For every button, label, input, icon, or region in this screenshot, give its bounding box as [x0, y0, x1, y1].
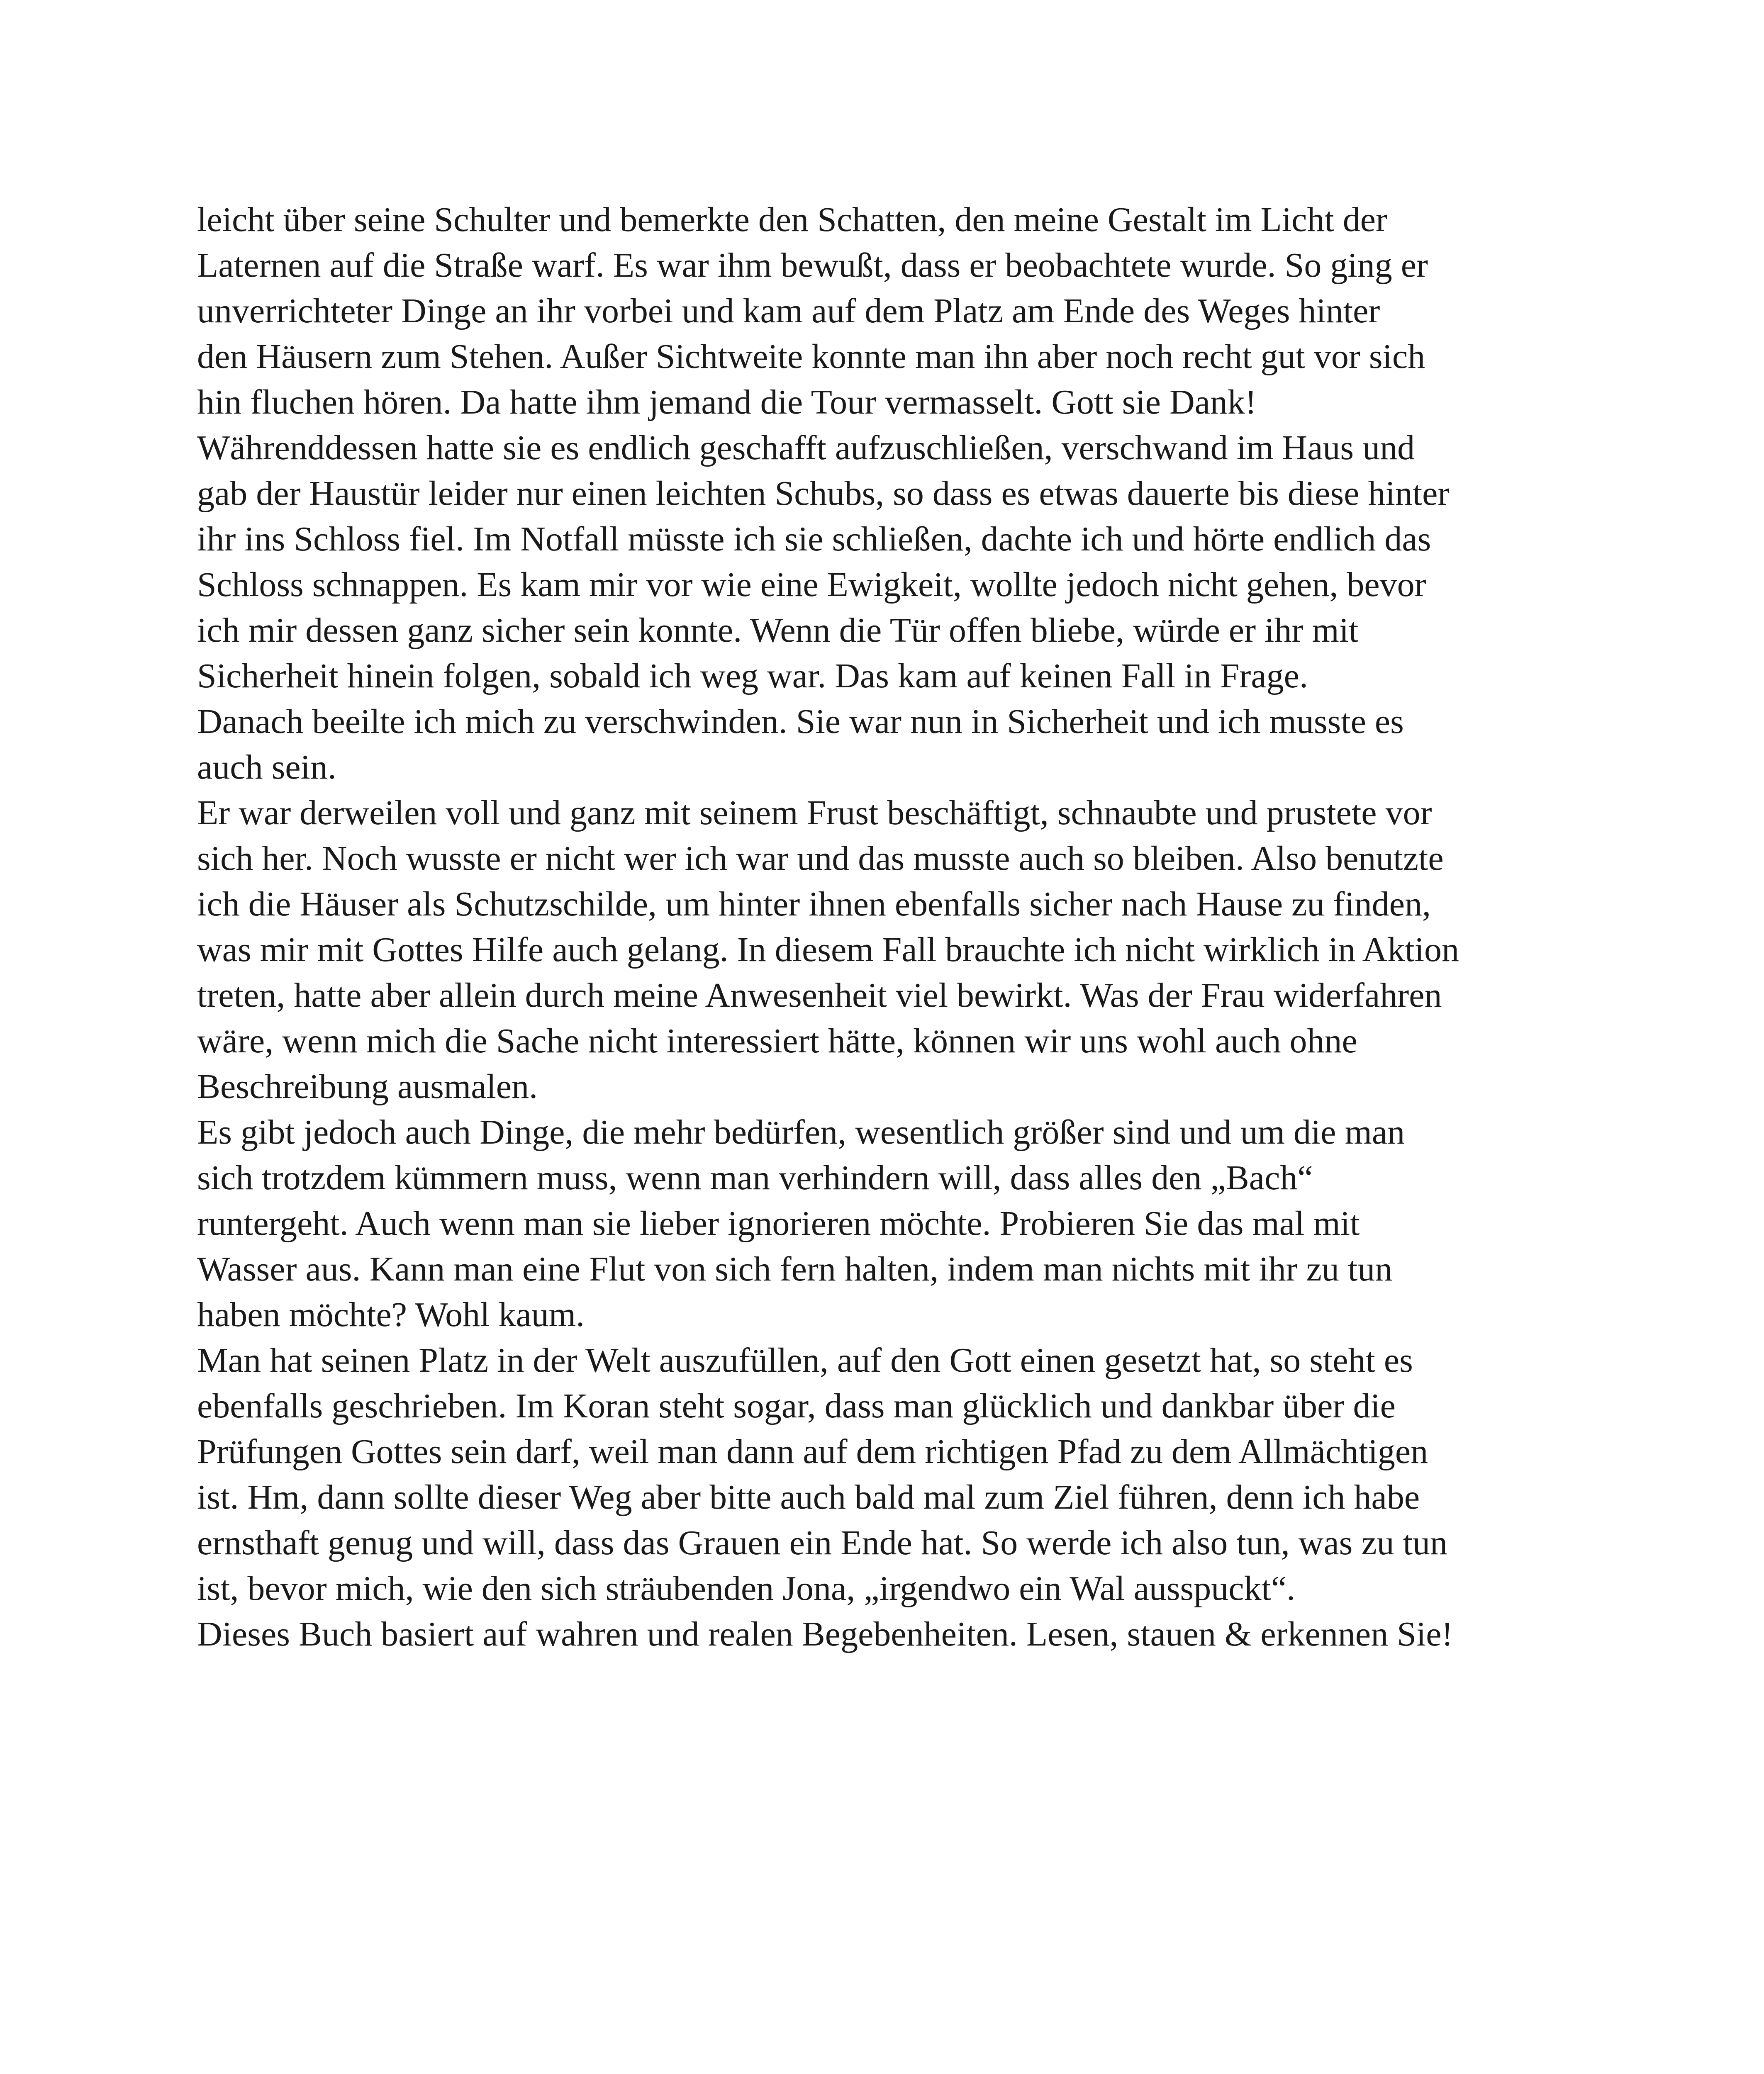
text-line: Dieses Buch basiert auf wahren und realen Begebenheiten. Lesen, stauen & erkennen Sie!: [197, 1615, 1453, 1653]
text-line: Er war derweilen voll und ganz mit seinem Frust beschäftigt, schnaubte und prustete vor: [197, 794, 1432, 832]
text-line: auch sein.: [197, 748, 336, 786]
text-line: ebenfalls geschrieben. Im Koran steht sogar, dass man glücklich und dankbar über die: [197, 1387, 1396, 1425]
text-line: runtergeht. Auch wenn man sie lieber ignorieren möchte. Probieren Sie das mal mit: [197, 1204, 1360, 1243]
text-line: haben möchte? Wohl kaum.: [197, 1295, 585, 1334]
text-line: Währenddessen hatte sie es endlich geschafft aufzuschließen, verschwand im Haus und: [197, 428, 1415, 467]
page-number: [1539, 2072, 1614, 2074]
body-text: [197, 197, 1616, 1657]
text-line: leicht über seine Schulter und bemerkte den Schatten, den meine Gestalt im Licht der: [197, 200, 1388, 239]
text-line: Es gibt jedoch auch Dinge, die mehr bedürfen, wesentlich größer sind und um die man: [197, 1113, 1405, 1151]
text-line: Wasser aus. Kann man eine Flut von sich fern halten, indem man nichts mit ihr zu tun: [197, 1250, 1393, 1288]
text-line: was mir mit Gottes Hilfe auch gelang. In diesem Fall brauchte ich nicht wirklich in Aktion: [197, 930, 1459, 969]
text-line: Man hat seinen Platz in der Welt auszufüllen, auf den Gott einen gesetzt hat, so steht es: [197, 1341, 1413, 1380]
text-line: Beschreibung ausmalen.: [197, 1067, 538, 1106]
text-line: treten, hatte aber allein durch meine Anwesenheit viel bewirkt. Was der Frau widerfahren: [197, 976, 1442, 1015]
text-line: Sicherheit hinein folgen, sobald ich weg war. Das kam auf keinen Fall in Frage.: [197, 657, 1308, 695]
text-line: ihr ins Schloss fiel. Im Notfall müsste ich sie schließen, dachte ich und hörte endlich das: [197, 520, 1431, 558]
text-line: wäre, wenn mich die Sache nicht interessiert hätte, können wir uns wohl auch ohne: [197, 1022, 1357, 1060]
text-line: gab der Haustür leider nur einen leichten Schubs, so dass es etwas dauerte bis diese hinter: [197, 474, 1450, 513]
text-line: Schloss schnappen. Es kam mir vor wie eine Ewigkeit, wollte jedoch nicht gehen, bevor: [197, 565, 1426, 604]
text-line: Prüfungen Gottes sein darf, weil man dann auf dem richtigen Pfad zu dem Allmächtigen: [197, 1432, 1428, 1471]
text-line: ich die Häuser als Schutzschilde, um hinter ihnen ebenfalls sicher nach Hause zu finden,: [197, 885, 1431, 923]
text-line: sich her. Noch wusste er nicht wer ich war und das musste auch so bleiben. Also benutzte: [197, 839, 1444, 878]
text-line: unverrichteter Dinge an ihr vorbei und kam auf dem Platz am Ende des Weges hinter: [197, 292, 1380, 330]
text-line: den Häusern zum Stehen. Außer Sichtweite konnte man ihn aber noch recht gut vor sich: [197, 337, 1425, 376]
text-line: hin fluchen hören. Da hatte ihm jemand die Tour vermasselt. Gott sie Dank!: [197, 383, 1257, 421]
text-line: sich trotzdem kümmern muss, wenn man verhindern will, dass alles den „Bach“: [197, 1159, 1313, 1197]
text-line: ich mir dessen ganz sicher sein konnte. Wenn die Tür offen bliebe, würde er ihr mit: [197, 611, 1359, 650]
text-line: ist. Hm, dann sollte dieser Weg aber bitte auch bald mal zum Ziel führen, denn ich habe: [197, 1478, 1420, 1517]
text-line: ernsthaft genug und will, dass das Grauen ein Ende hat. So werde ich also tun, was zu tun: [197, 1524, 1447, 1562]
text-line: ist, bevor mich, wie den sich sträubenden Jona, „irgendwo ein Wal ausspuckt“.: [197, 1569, 1296, 1608]
text-line: Danach beeilte ich mich zu verschwinden. Sie war nun in Sicherheit und ich musste es: [197, 702, 1404, 741]
text-line: Laternen auf die Straße warf. Es war ihm bewußt, dass er beobachtete wurde. So ging er: [197, 246, 1428, 285]
